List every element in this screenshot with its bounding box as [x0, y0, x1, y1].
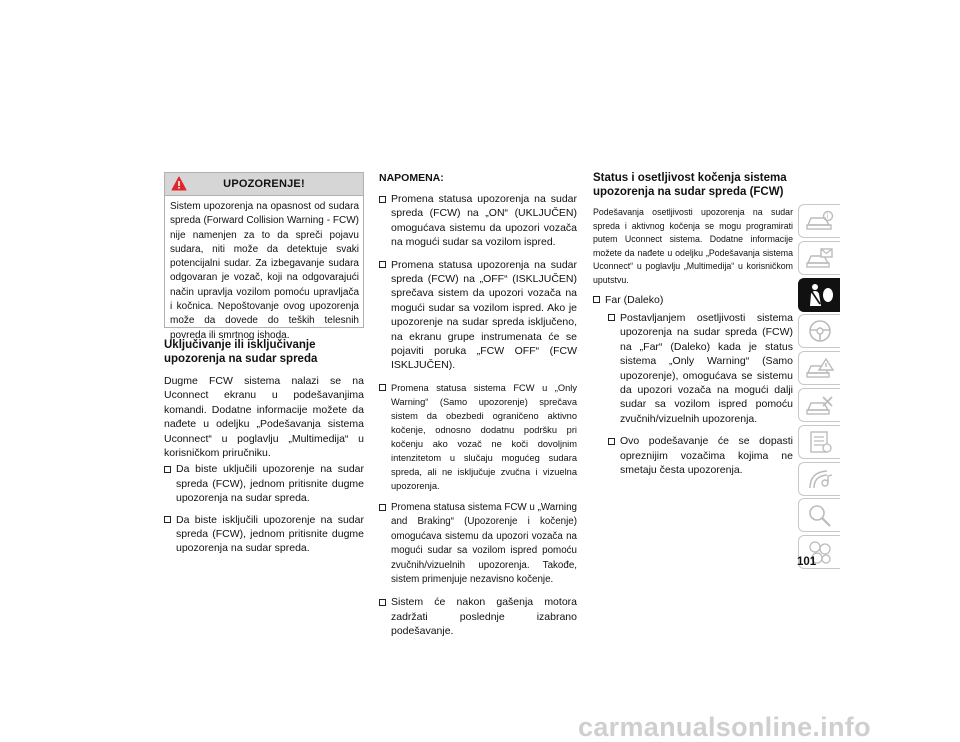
chapter-tab[interactable] — [798, 388, 840, 422]
list-item: Promena statusa sistema FCW u „Warning and Braking“ (Upozorenje i kočenje) omogućava sistemu da upozori vozača na mogući sudar sa vozilom ispred pomoću zvučnih/vizuelnih upozorenja. Takođe, sistem primenjuje nezavisno kočenje. — [379, 501, 577, 587]
list-item: Da biste isključili upozorenje na sudar spreda (FCW), jednom pritisnite dugme upozorenja na sudar spreda. — [164, 513, 364, 556]
car-warning-icon — [805, 356, 835, 380]
svg-text:i: i — [826, 212, 828, 221]
section-heading-toggle: Uključivanje ili isključivanje upozorenja na sudar spreda — [164, 339, 318, 365]
list-item: Sistem će nakon gašenja motora zadržati poslednje izabrano podešavanje. — [379, 595, 577, 638]
column-1 — [164, 338, 364, 556]
list-item-far: Far (Daleko) — [593, 293, 793, 307]
sub-list-item: Ovo podešavanje će se dopasti opreznijim vozačima kojima ne smetaju česta upozorenja. — [608, 434, 793, 477]
bullet-square-icon — [608, 314, 615, 321]
list-item: Da biste uključili upozorenje na sudar spreda (FCW), jednom pritisnite dugme upozorenja na sudar spreda. — [164, 462, 364, 505]
section-heading-status: Status i osetljivost kočenja sistema upozorenja na sudar spreda (FCW) — [593, 172, 787, 198]
section-intro: Podešavanja osetljivosti upozorenja na sudar spreda i aktivnog kočenja se mogu programirati putem Uconnect sistema. Dodatne informacije možete da nađete u odeljku „Podešavanja sistema Uconnect“ u poglavlju „Multimedija“ u korisničkom uputstvu. — [593, 207, 793, 285]
column-3 — [593, 171, 793, 477]
sub-list-item: Postavljanjem osetljivosti sistema upozorenja na sudar spreda (FCW) na „Far“ (Daleko) kada je status sistema „Only Warning“ (Samo upozorenje), omogućava se sistemu da upozori vozača na mogući dalji sudar sa vozilom ispred pomoću zvučnih/vizuelnih upozorenja. — [608, 311, 793, 426]
media-music-icon — [805, 466, 835, 492]
bullet-square-icon — [593, 296, 600, 303]
chapter-tab[interactable] — [798, 462, 840, 496]
note-heading: NAPOMENA: — [379, 172, 444, 184]
list-item: Promena statusa upozorenja na sudar spreda (FCW) na „OFF“ (ISKLJUČEN) sprečava sistem da upozori vozača na mogući sudar sa vozilom ispred. Ako je upozorenje na sudar spreda isključeno, na ekranu grupe instrumenata će se pojaviti poruka „FCW OFF“ (FCW ISKLJUČEN). — [379, 258, 577, 373]
bullet-square-icon — [379, 599, 386, 606]
car-mail-icon — [805, 246, 835, 270]
bullet-square-icon — [379, 384, 386, 391]
chapter-tab[interactable] — [798, 314, 840, 348]
warning-title: UPOZORENJE! — [223, 178, 305, 190]
warning-box — [164, 172, 364, 341]
warning-text: Sistem upozorenja na opasnost od sudara spreda (Forward Collision Warning - FCW) nije namenjen za to da spreči pojavu sudara, niti može da detektuje svaki potencijalni sudar. Za izbegavanje sudara odgovaran je vozač, koji na odgovarajući način upravlja vozilom pomoću upravljača i kočnica. Nepoštovanje ovog upozorenja može da dovede do teških telesnih povreda ili smrtnog ishoda. — [170, 201, 359, 341]
chapter-tab[interactable] — [798, 498, 840, 532]
chapter-tab[interactable] — [798, 425, 840, 459]
steering-wheel-icon — [805, 318, 835, 344]
list-item: Promena statusa upozorenja na sudar spreda (FCW) na „ON“ (UKLJUČEN) omogućava sistemu da upozori vozača na mogući sudar sa vozilom ispred. — [379, 192, 577, 250]
page-number: 101 — [797, 556, 817, 568]
bullet-square-icon — [379, 261, 386, 268]
car-tools-icon — [805, 393, 835, 417]
section-intro: Dugme FCW sistema nalazi se na Uconnect ekranu u podešavanjima komandi. Dodatne informacije možete da nađete u odeljku „Podešavanja sistema Uconnect“ u poglavlju „Multimedija“ u korisničkom priručniku. — [164, 375, 364, 460]
column-2 — [379, 171, 577, 639]
chapter-tab[interactable] — [798, 204, 840, 238]
chapter-tabs — [798, 204, 840, 572]
bullet-square-icon — [379, 504, 386, 511]
seatbelt-airbag-icon — [805, 282, 835, 308]
car-info-icon — [805, 209, 835, 233]
chapter-tab[interactable] — [798, 351, 840, 385]
magnifier-icon — [805, 502, 835, 528]
chapter-tab-active[interactable] — [798, 278, 840, 312]
bullet-square-icon — [608, 438, 615, 445]
watermark: carmanualsonline.info — [578, 712, 871, 742]
bullet-square-icon — [164, 516, 171, 523]
bullet-square-icon — [379, 196, 386, 203]
warning-header — [165, 173, 363, 196]
chapter-tab[interactable] — [798, 241, 840, 275]
bullet-square-icon — [164, 466, 171, 473]
checklist-icon — [805, 429, 835, 455]
list-item: Promena statusa sistema FCW u „Only Warning“ (Samo upozorenje) sprečava sistem da obezbedi ograničeno aktivno kočenje, odnosno dodatnu podršku pri kočenju ako vozač ne koči dovoljnim intenzitetom u slučaju mogućeg sudara spreda, ali ne isključuje zvučna i vizuelna upozorenja. — [379, 381, 577, 493]
